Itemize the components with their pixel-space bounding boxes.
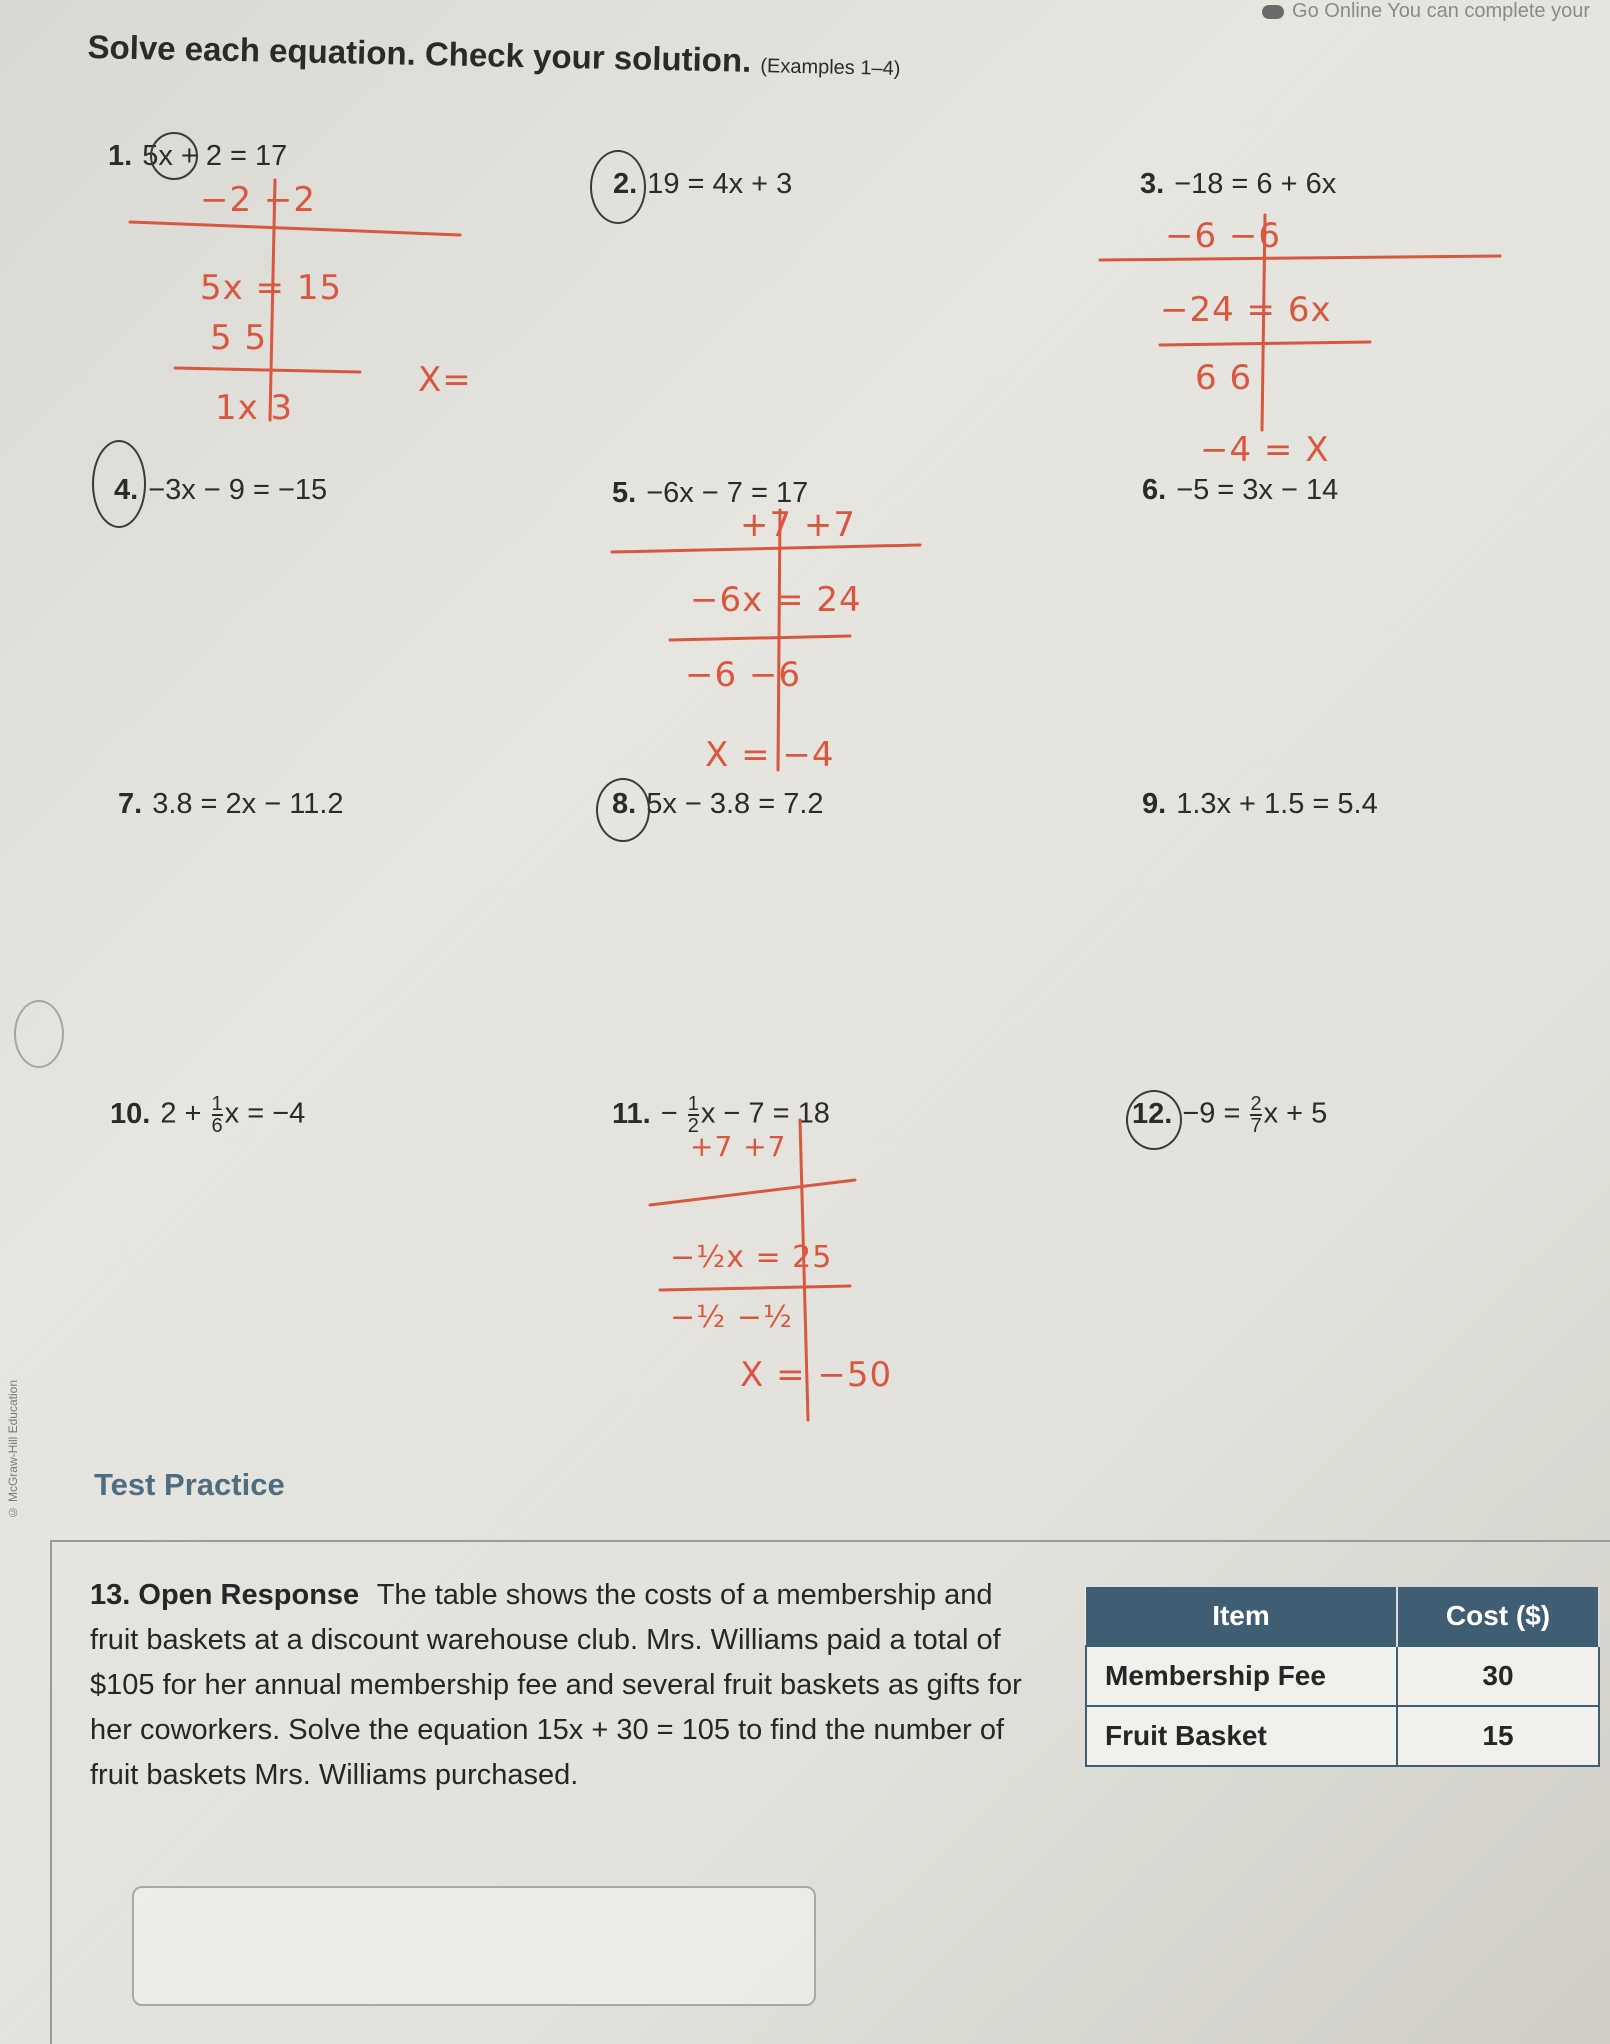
- table-cell: Membership Fee: [1086, 1646, 1397, 1706]
- handwriting-p3-answer: −4 = X: [1200, 430, 1330, 470]
- pencil-circle-mark: [596, 778, 650, 842]
- problem-2: 2. 19 = 4x + 3: [613, 168, 793, 200]
- handwriting-p1-answer: X=: [418, 360, 472, 400]
- handwriting-p11-step1: +7 +7: [690, 1130, 787, 1163]
- go-online-note: Go Online You can complete your: [1262, 0, 1590, 23]
- table-cell: 30: [1397, 1646, 1599, 1706]
- pencil-circle-mark: [590, 150, 646, 224]
- question-label: Open Response: [138, 1579, 360, 1611]
- test-practice-title: Test Practice: [94, 1467, 285, 1502]
- problem-8: 8. 5x − 3.8 = 7.2: [612, 788, 824, 820]
- fraction: $\frac{1}{6}$: [211, 1093, 223, 1137]
- examples-reference: (Examples 1–4): [760, 55, 901, 81]
- table-header: Item: [1086, 1587, 1397, 1646]
- handwriting-p5-step2: −6x = 24: [690, 580, 862, 620]
- problem-6: 6. −5 = 3x − 14: [1142, 474, 1339, 506]
- handwriting-p11-answer: X = −50: [740, 1355, 893, 1395]
- problem-10: 10. 2 + $\frac{1}{6}$ x = −4: [110, 1093, 306, 1137]
- handwriting-p11-step2: −½x = 25: [670, 1240, 833, 1275]
- instructions-heading: [87, 28, 901, 83]
- pencil-circle-mark: [92, 440, 146, 528]
- handwriting-p1-step1: −2 −2: [200, 180, 317, 220]
- pencil-circle-mark: [1126, 1090, 1182, 1150]
- table-row: [1086, 1706, 1599, 1766]
- handwriting-p1-step2: 5x = 15: [200, 268, 343, 308]
- table-cell: Fruit Basket: [1086, 1706, 1397, 1766]
- handwriting-p5-answer: X = −4: [705, 735, 835, 775]
- table-header: Cost ($): [1397, 1587, 1599, 1646]
- section-divider: [50, 1540, 1610, 1542]
- table-header-row: [1086, 1587, 1599, 1646]
- handwriting-p3-step1: −6 −6: [1165, 216, 1282, 256]
- handwriting-p5-step3: −6 −6: [685, 655, 802, 695]
- handwriting-p3-step3: 6 6: [1195, 358, 1253, 398]
- copyright-margin-text: © McGraw-Hill Education: [6, 1380, 20, 1520]
- problem-5: 5. −6x − 7 = 17: [612, 477, 809, 509]
- table-row: [1086, 1646, 1599, 1706]
- hole-punch-mark: [14, 1000, 64, 1068]
- fraction: $\frac{1}{2}$: [687, 1093, 699, 1137]
- instructions-text: Solve each equation. Check your solution.: [87, 28, 752, 79]
- problem-3: 3. −18 = 6 + 6x: [1140, 168, 1337, 200]
- problem-11: 11. − $\frac{1}{2}$ x − 7 = 18: [612, 1093, 830, 1137]
- handwriting-p1-step4: 1x 3: [215, 388, 294, 428]
- fraction: $\frac{2}{7}$: [1250, 1093, 1262, 1137]
- answer-box[interactable]: [132, 1886, 816, 2006]
- handwriting-p3-step2: −24 = 6x: [1160, 290, 1332, 330]
- question-text: The table shows the costs of a membership and fruit baskets at a discount warehouse club. Mrs. Williams paid a total of $105 for her annual membership fee and several fruit baskets as gifts for her coworkers. Solve the equation 15x + 30 = 105 to find the number of fruit baskets Mrs. Williams purchased.: [90, 1579, 1022, 1791]
- problem-4: 4. −3x − 9 = −15: [114, 474, 328, 506]
- problem-12: 12. −9 = $\frac{2}{7}$ x + 5: [1132, 1093, 1328, 1137]
- handwriting-p5-step1: +7 +7: [740, 505, 857, 545]
- pencil-circle-mark: [150, 132, 198, 180]
- handwriting-p1-step3: 5 5: [210, 318, 268, 358]
- question-13: [90, 1573, 1040, 1798]
- go-online-icon: [1262, 5, 1284, 19]
- problem-7: 7. 3.8 = 2x − 11.2: [118, 788, 344, 820]
- handwriting-p11-step3: −½ −½: [670, 1300, 793, 1335]
- table-cell: 15: [1397, 1706, 1599, 1766]
- question-number: 13.: [90, 1579, 131, 1611]
- problem-9: 9. 1.3x + 1.5 = 5.4: [1142, 788, 1378, 820]
- section-border-left: [50, 1540, 52, 2044]
- cost-table: [1085, 1587, 1600, 1767]
- problem-1: 1. 5x + 2 = 17: [108, 140, 288, 172]
